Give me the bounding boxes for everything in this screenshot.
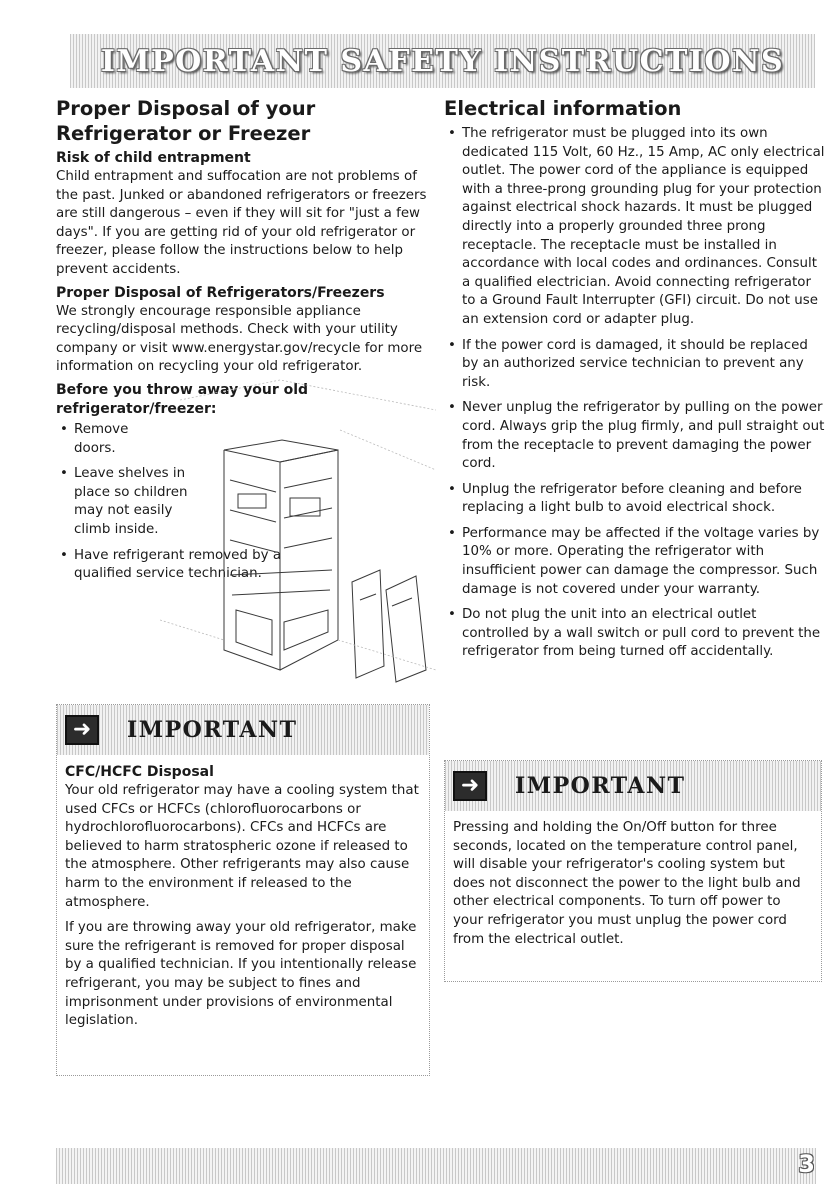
important-label: IMPORTANT	[515, 773, 686, 799]
important-header	[57, 705, 429, 755]
list-item: • Leave shelves in place so children may not easily climb inside.	[56, 465, 206, 539]
electrical-title: Electrical information	[444, 97, 682, 120]
footer-band	[56, 1148, 816, 1184]
risk-heading: Risk of child entrapment	[56, 150, 251, 166]
before-heading: Before you throw away your old refrigerator/freezer:	[56, 381, 309, 417]
arrow-right-icon: ➜	[65, 715, 99, 745]
list-item: • Remove doors.	[56, 421, 166, 458]
cfc-paragraph-1: Your old refrigerator may have a cooling system that used CFCs or HCFCs (chlorofluorocarbons or hydrochlorofluorocarbons). CFCs and HCFCs are believed to harm stratospheric ozone if released to the atmosphere. Other refrigerants may also cause harm to the environment if released to the atmosphere.	[65, 783, 419, 910]
disposal-title: Proper Disposal of your Refrigerator or Freezer	[56, 97, 316, 145]
cfc-heading: CFC/HCFC Disposal	[65, 764, 214, 780]
header-banner	[70, 34, 815, 88]
list-item: • If the power cord is damaged, it should be replaced by an authorized service technician to prevent any risk.	[444, 337, 826, 393]
important-box-cfc	[56, 704, 430, 1076]
proper-disposal-text: We strongly encourage responsible appliance recycling/disposal methods. Check with your utility company or visit www.energystar.gov/recycle for more information on recycling your old refrigerator.	[56, 303, 423, 375]
list-item: • Never unplug the refrigerator by pulling on the power cord. Always grip the plug firmly, and pull straight out from the receptacle to prevent damaging the power cord.	[444, 399, 826, 473]
page-number: 3	[798, 1150, 815, 1178]
list-item: • The refrigerator must be plugged into its own dedicated 115 Volt, 60 Hz., 15 Amp, AC only electrical outlet. The power cord of the appliance is equipped with a three-prong grounding plug for your protection against electrical shock hazards. It must be plugged directly into a properly grounded three prong receptacle. The receptacle must be installed in accordance with local codes and ordinances. Consult a qualified electrician. Avoid connecting refrigerator to a Ground Fault Interrupter (GFI) circuit. Do not use an extension cord or adapter plug.	[444, 125, 826, 330]
arrow-right-icon: ➜	[453, 771, 487, 801]
electrical-list	[444, 125, 826, 662]
power-text: Pressing and holding the On/Off button for three seconds, located on the temperature control panel, will disable your refrigerator's cooling system but does not disconnect the power to the light bulb and other electrical components. To turn off power to your refrigerator you must unplug the power cord from the electrical outlet.	[453, 820, 801, 947]
list-item: • Performance may be affected if the voltage varies by 10% or more. Operating the refrigerator with insufficient power can damage the compressor. Such damage is not covered under your warranty.	[444, 525, 826, 599]
cfc-paragraph-2: If you are throwing away your old refrigerator, make sure the refrigerant is removed for proper disposal by a qualified technician. If you intentionally release refrigerant, you may be subject to fines and imprisonment under provisions of environmental legislation.	[65, 920, 417, 1029]
refrigerator-illustration	[160, 370, 436, 700]
electrical-section	[444, 96, 826, 669]
important-box-power	[444, 760, 822, 982]
risk-text: Child entrapment and suffocation are not problems of the past. Junked or abandoned refrigerators or freezers are still dangerous – even if they will sit for "just a few days". If you are getting rid of your old refrigerator or freezer, please follow the instructions below to help prevent accidents.	[56, 169, 427, 277]
list-item: • Have refrigerant removed by a qualified service technician.	[56, 547, 286, 584]
important-header	[445, 761, 821, 811]
list-item: • Do not plug the unit into an electrical outlet controlled by a wall switch or pull cord to prevent the refrigerator from being turned off accidentally.	[444, 606, 826, 662]
list-item: • Unplug the refrigerator before cleaning and before replacing a light bulb to avoid electrical shock.	[444, 481, 826, 518]
important-label: IMPORTANT	[127, 717, 298, 743]
page-title: IMPORTANT SAFETY INSTRUCTIONS	[100, 43, 785, 79]
proper-disposal-heading: Proper Disposal of Refrigerators/Freezers	[56, 284, 385, 301]
